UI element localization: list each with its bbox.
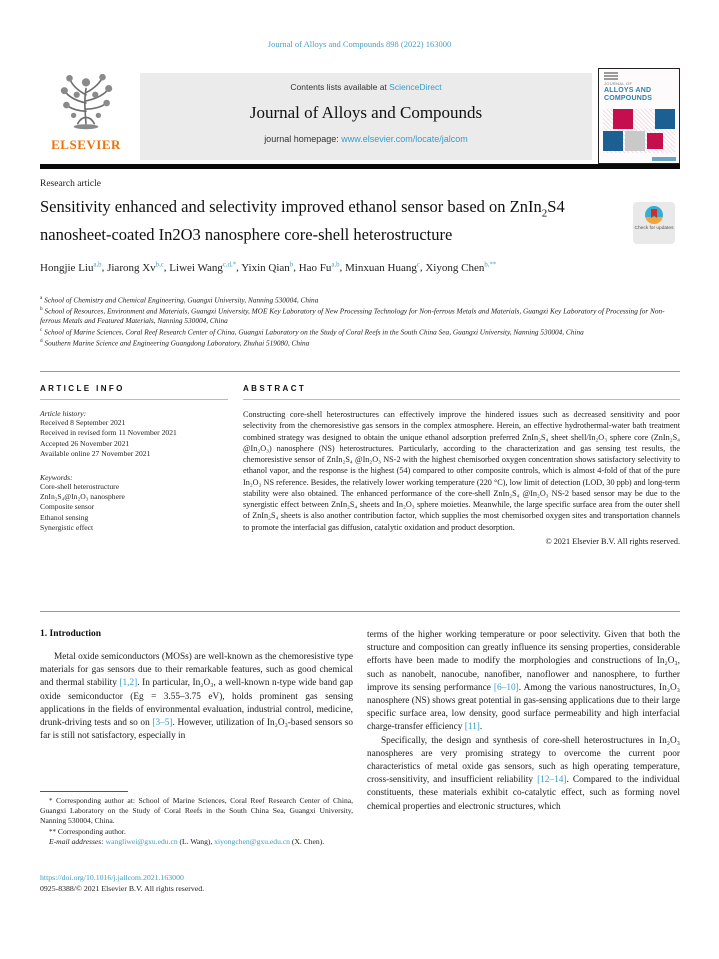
corresponding-author-note: * Corresponding author at: School of Marine Sciences, Coral Reef Research Center of China, Guangxi Laboratory on the Study of Coral Reefs in the South China Sea, Guangxi University, Nanning 530004, China. — [40, 796, 354, 826]
article-info-header: ARTICLE INFO — [40, 384, 125, 393]
article-type-label: Research article — [40, 179, 101, 189]
homepage-link[interactable]: www.elsevier.com/locate/jalcom — [341, 134, 468, 144]
author[interactable]: Jiarong Xv$^{b,c}$ — [107, 261, 164, 274]
body-text: . However, utilization of In₂O₃-based sensors so far is still not satisfactory, especially in — [40, 718, 353, 742]
keyword: ZnIn₂S₄@In₂O₃ nanosphere — [40, 492, 125, 502]
body-text: Specifically, the design and synthesis of core-shell heterostructures in In₂O₃ nanospheres are very promising strategy to overcome the current poor characteristics of metal oxide gas sensors, such as high operating temperature, cross-sensitivity, and insufficient reliability — [367, 735, 680, 786]
issn-copyright-line: 0925-8388/© 2021 Elsevier B.V. All rights reserved. — [40, 884, 205, 893]
author[interactable]: Hongjie Liu$^{a,b}$ — [40, 261, 102, 274]
keyword: Composite sensor — [40, 502, 95, 512]
author-separator: , — [339, 261, 346, 274]
title-segment: S4 nanosheet-coated In2O3 nanosphere core-shell heterostructure — [40, 197, 565, 245]
article-info-section — [40, 384, 228, 534]
corresponding-author-note: ** Corresponding author. — [49, 826, 126, 836]
author[interactable]: Yixin Qian$^b$ — [241, 261, 294, 274]
header-rule — [243, 399, 680, 400]
email-link[interactable]: wangliwei@gxu.edu.cn — [105, 836, 178, 846]
elsevier-tree-icon — [55, 70, 117, 136]
intro-paragraph — [40, 651, 353, 743]
title-subscript: 2 — [541, 207, 548, 220]
footnote-separator — [40, 791, 128, 792]
cover-kicker: JOURNAL OF — [604, 81, 633, 86]
cover-footer-mark — [652, 157, 676, 161]
email-link[interactable]: xiyongchen@gxu.edu.cn — [214, 836, 290, 846]
homepage-label: journal homepage: — [264, 134, 342, 144]
keyword: Ethanol sensing — [40, 512, 89, 522]
body-text: . In particular, In₂O₃, a well-known n-type wide band gap oxide semiconductor (Eg = 3.55–3.75 eV), holds prominent gas sensing applications in the fields of environmental evaluation, industrial control, medicine, drunk-driving tests and so on — [40, 678, 353, 729]
contents-label: Contents lists available at — [290, 82, 390, 92]
author[interactable]: Liwei Wang$^{c,d,*}$ — [169, 261, 237, 274]
keyword: Synergistic effect — [40, 523, 94, 533]
author[interactable]: Minxuan Huang$^c$ — [345, 261, 420, 274]
reference-link[interactable]: [3–5] — [152, 718, 173, 729]
abstract-text: Constructing core-shell heterostructures can effectively improve the hindered issues such as decreased sensitivity and poor selectivity from the chemoresistive gas sensors in the complex atmosphere. Herein, an effective hydrothermal-water bath treatment combined strategy was designed to obtain the unique ethanol adsorption preferred ZnIn₂S₄ sheet shell/In₂O₃ sphere core (ZnIn₂S₄ @In₂O₃) nanosphere (NS) heterostructures. Particularly, according to the characterization and gas sensing test results, the chemoresistive sensor of ZnIn₂S₄ @In₂O₃ NS-2 with the highest chemisorbed oxygen concentration shows satisfactory selectivity to ethanol vapor, and the response is the highest (54) compared to other composite controls, which is almost 4-fold of that of the pure In₂O₃ NS reference. Besides, the relatively lower working temperature (220 °C), low limit of detection (LOD, 30 ppb) and long-term stability were also obtained. The enhanced performance of the core-shell ZnIn₂S₄ @In₂O₃ NS-2 based sensor may be due to the synergistic effect between ZnIn₂S₄ sheets and In₂O₃ sphere moieties. Meanwhile, the large specific surface area from the outer shell of ZnIn₂S₄ sheets is also another contribution factor, which supplies the most chemisorbed oxygen sites and transportation channels to promote the interfacial gas diffusion, catalytic oxidation and product desorption. — [243, 410, 680, 532]
sciencedirect-link[interactable]: ScienceDirect — [389, 82, 442, 92]
history-line: Received 8 September 2021 — [40, 418, 126, 427]
contents-line — [140, 82, 592, 92]
author-separator: , — [163, 261, 170, 274]
header-divider-bar — [40, 164, 680, 169]
reference-link[interactable]: [12–14] — [537, 775, 567, 786]
check-for-updates-label: Check for updates — [634, 226, 674, 231]
article-title — [40, 196, 600, 246]
body-text: Metal oxide semiconductors (MOSs) are well-known as the chemoresistive type materials for gas sensors due to their remarkable features, such as good chemical and thermal stability — [40, 652, 353, 689]
homepage-line — [140, 134, 592, 144]
affiliation: $^a$ School of Chemistry and Chemical Engineering, Guangxi University, Nanning 530004, China — [40, 295, 319, 305]
title-segment: Sensitivity enhanced and selectivity improved ethanol sensor based on ZnIn — [40, 197, 542, 216]
email-label: E-mail addresses: — [49, 836, 104, 846]
body-column-left — [40, 651, 353, 743]
abstract-section — [243, 384, 680, 546]
abstract-copyright: © 2021 Elsevier B.V. All rights reserved. — [545, 536, 680, 546]
section-divider — [40, 371, 680, 372]
intro-paragraph — [367, 629, 680, 735]
section-divider — [40, 611, 680, 612]
cover-artwork — [603, 109, 675, 153]
reference-link[interactable]: [1,2] — [119, 678, 138, 689]
author-separator: , — [101, 261, 108, 274]
doi-link[interactable]: https://doi.org/10.1016/j.jallcom.2021.163000 — [40, 873, 184, 882]
elsevier-wordmark: ELSEVIER — [51, 137, 121, 152]
intro-paragraph — [367, 735, 680, 814]
keyword: Core-shell heterostructure — [40, 481, 120, 491]
header-rule — [40, 399, 228, 400]
author[interactable]: Xiyong Chen$^{b,**}$ — [425, 261, 497, 274]
body-text: . — [479, 722, 483, 733]
author-separator: , — [236, 261, 242, 274]
introduction-heading: 1. Introduction — [40, 629, 102, 639]
author-list — [40, 256, 605, 277]
article-history-label: Article history: — [40, 409, 87, 418]
abstract-header: ABSTRACT — [243, 384, 307, 393]
masthead-journal-title: Journal of Alloys and Compounds — [249, 103, 483, 122]
footnotes — [40, 796, 353, 847]
email-suffix: (X. Chen). — [289, 836, 325, 846]
journal-reference-line: Journal of Alloys and Compounds 898 (2022) 163000 — [267, 39, 452, 49]
author-separator: , — [419, 261, 426, 274]
history-line: Received in revised form 11 November 2021 — [40, 428, 177, 438]
elsevier-logo[interactable] — [40, 70, 132, 162]
journal-cover-thumbnail[interactable] — [598, 68, 680, 164]
check-for-updates-badge[interactable] — [633, 202, 675, 244]
history-line: Accepted 26 November 2021 — [40, 438, 130, 448]
affiliation: $^c$ School of Marine Sciences, Coral Reef Research Center of China, Guangxi Laboratory on the Study of Coral Reefs in the South China Sea, Guangxi University, Nanning 530004, China — [40, 326, 584, 337]
author-separator: , — [293, 261, 299, 274]
body-text: . Compared to the individual constituents, these materials exhibit co-catalytic effect, such as forming novel chemical properties and electronic structures, which — [367, 775, 681, 812]
author[interactable]: Hao Fu$^{a,b}$ — [298, 261, 340, 274]
masthead — [40, 68, 680, 164]
check-for-updates-icon — [645, 206, 663, 224]
email-suffix: (L. Wang), — [177, 836, 213, 846]
history-line: Available online 27 November 2021 — [40, 449, 151, 459]
body-column-right — [367, 629, 680, 814]
masthead-box — [140, 73, 592, 160]
cover-title: ALLOYS AND COMPOUNDS — [604, 87, 653, 102]
reference-link[interactable]: [6–10] — [493, 682, 519, 693]
email-addresses-line — [40, 837, 353, 847]
cover-meta-lines — [604, 72, 679, 80]
body-text: . Among the various nanostructures, In₂O₃ nanosphere (NS) shows great potential in gas-sensing applications due to their large specific surface area, low density, good surface permeability and high interfacial charge-transfer efficiency — [367, 682, 680, 733]
affiliations — [40, 294, 680, 348]
reference-link[interactable]: [11] — [464, 722, 480, 733]
affiliation: $^d$ Southern Marine Science and Engineering Guangdong Laboratory, Zhuhai 519080, China — [40, 338, 310, 348]
affiliation: $^b$ School of Resources, Environment and Materials, Guangxi University, MOE Key Laboratory of New Processing Technology for Non-ferrous Metals and Materials, Guangxi Key Laboratory of Processing for Non-ferrous Metals and Featured Materials, Nanning 530004, China — [40, 306, 665, 326]
body-text: terms of the higher working temperature or poor selectivity. Given that both the structure and composition can greatly influence its sensing properties, considerable efforts have been made to modify the morphologies and constructions of In₂O₃, such as nanobelt, nanocube, nanofiber, nanoflower and nanosphere, to further improve its sensing performance — [367, 630, 680, 693]
keywords-label: Keywords: — [40, 472, 73, 482]
